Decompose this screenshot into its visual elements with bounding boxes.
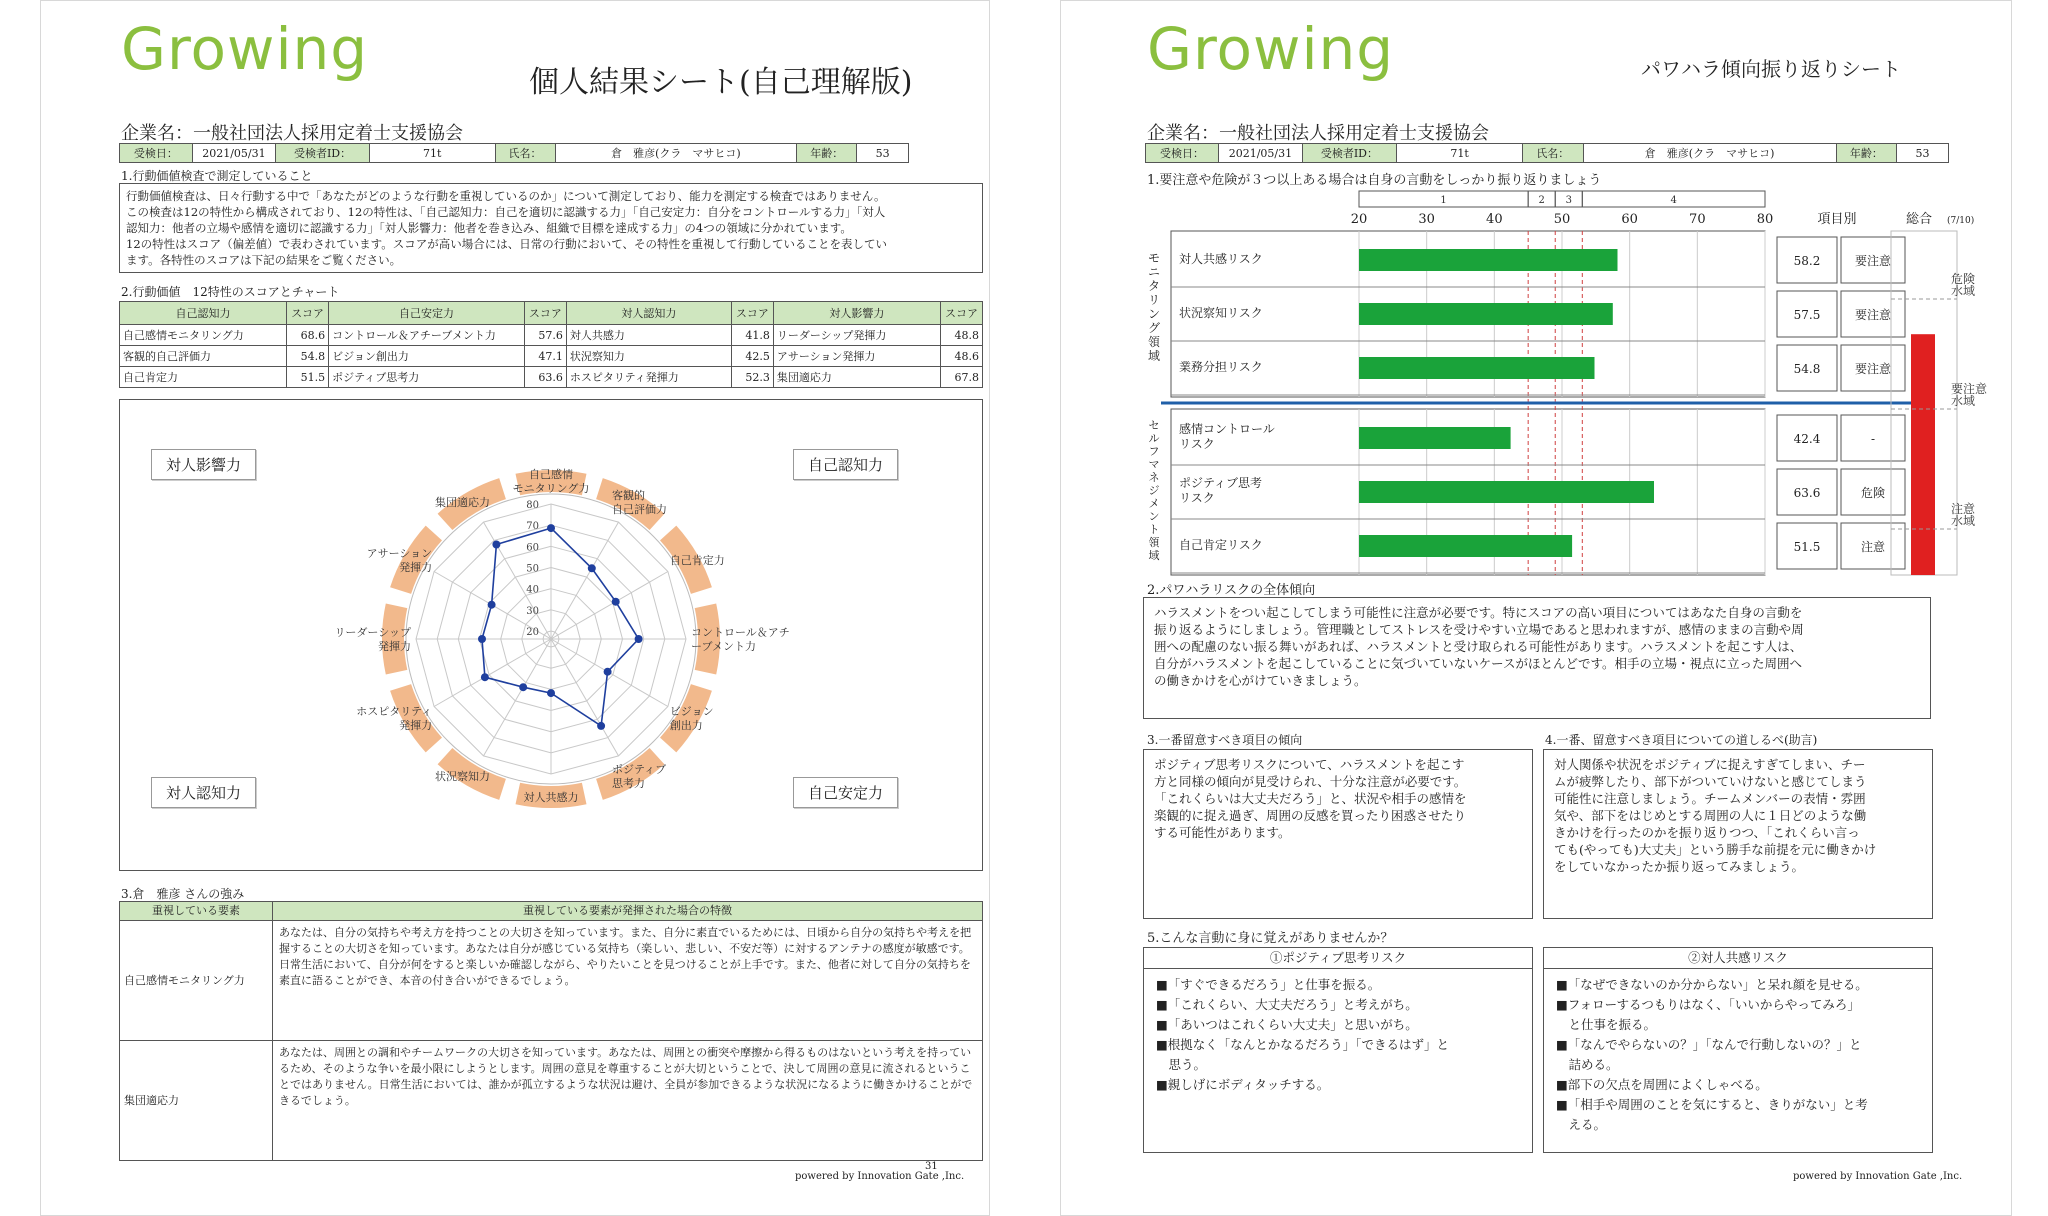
name-label: 氏名： (1523, 144, 1583, 163)
trait-score: 42.5 (731, 346, 773, 367)
trait-name: ホスピタリティ発揮力 (566, 367, 731, 388)
list-item: ■「あいつはこれくらい大丈夫」と思いがち。 (1156, 1017, 1418, 1032)
radar-point (488, 601, 496, 609)
radar-category-label-line: 発揮力 (399, 561, 433, 574)
radar-point (492, 541, 500, 549)
radar-category-label (435, 495, 490, 509)
risk-level-label: 4 (1670, 195, 1677, 206)
trait-name: リーダーシップ発揮力 (773, 325, 940, 346)
radar-category-label-line: 自己肯定力 (669, 554, 725, 567)
strengths-table (119, 901, 983, 1161)
section1-line: 12の特性はスコア（偏差値）で表わされています。スコアが高い場合には、日常の行動において、その特性を重視して行動していることを表してい (126, 237, 887, 251)
risk-bar (1359, 427, 1511, 449)
table-row (120, 921, 983, 1041)
date-label: 受検日： (120, 144, 193, 163)
risk-name-line: 対人共感リスク (1179, 252, 1263, 266)
strength-text: あなたは、自分の気持ちや考え方を持つことの大切さを知っています。また、自分に素直でいるためには、日頃から自分の気持ちや考えを把握することの大切さを知っています。あなたは自分が感じている気持ち（楽しい、悲しい、不安だ等）に対するアンテナの感度が敏感です。日常生活において、自分が何をすると楽しいか確認しながら、やりたいことを見つけることが上手です。また、他者に対して自分の気持ちを素直に語ることができ、本音の付き合いができるでしょう。 (273, 921, 983, 1041)
trait-score: 52.3 (731, 367, 773, 388)
section3-line: 楽観的に捉え過ぎ、周囲の反感を買ったり困惑させたり (1154, 808, 1467, 823)
zone-label-line: 要注意 (1951, 382, 1988, 396)
radar-tick-label: 20 (526, 627, 539, 638)
risk-axis-tick: 30 (1418, 212, 1435, 227)
radar-category-label-line: 創出力 (669, 719, 703, 732)
section1-line: ます。各特性のスコアは下記の結果をご覧ください。 (126, 253, 402, 267)
trait-score: 57.6 (524, 325, 566, 346)
section4-body (1543, 749, 1933, 919)
section2-body (1143, 597, 1931, 719)
section2-line: 囲への配慮のない振る舞いがあれば、ハラスメントと受け取られる可能性があります。ハラスメントを起こす人は、 (1154, 639, 1803, 654)
trait-name: ビジョン創出力 (329, 346, 525, 367)
radar-category-label (670, 553, 725, 567)
risk-name (1179, 359, 1263, 374)
radar-category-band (382, 604, 407, 675)
risk-axis-tick: 20 (1350, 212, 1368, 227)
risk-level-label: 1 (1440, 195, 1447, 206)
quadrant-label-interpersonal-influence: 対人影響力 (151, 449, 256, 480)
date-label: 受検日： (1146, 144, 1219, 163)
list-item: ■「相手や周囲のことを気にすると、きりがない」と考 (1556, 1097, 1868, 1112)
section3-line: 方と同様の傾向が見受けられ、十分な注意が必要です。 (1154, 774, 1467, 789)
trait-score: 67.8 (940, 367, 982, 388)
radar-category-label-line: ーブメント力 (691, 640, 757, 653)
zone-label-line: 水域 (1951, 514, 1976, 528)
radar-tick-label: 30 (526, 605, 539, 617)
examinee-id: 71t (1397, 144, 1523, 163)
risk-level: - (1870, 432, 1876, 446)
radar-category-label-line: 客観的 (612, 489, 645, 503)
section5-left-title: ①ポジティブ思考リスク (1144, 948, 1532, 969)
section1-body (119, 183, 983, 273)
radar-point (604, 668, 612, 676)
radar-category-label-line: リーダーシップ (334, 626, 411, 639)
risk-name (1179, 537, 1263, 552)
list-item: 思う。 (1156, 1057, 1207, 1072)
trait-score: 47.1 (524, 346, 566, 367)
personal-result-sheet (40, 0, 990, 1216)
trait-score: 68.6 (287, 325, 329, 346)
footer-credit: powered by Innovation Gate ,Inc. (795, 1171, 965, 1182)
scores-table (119, 301, 983, 388)
section1-line: 行動価値検査は、日々行動する中で「あなたがどのような行動を重視しているのか」について測定しており、能力を測定する検査ではありません。 (126, 189, 886, 203)
list-item: ■「すぐできるだろう」と仕事を振る。 (1156, 977, 1381, 992)
exam-date: 2021/05/31 (1219, 144, 1303, 163)
table-row (120, 325, 983, 346)
section4-line: ムが疲弊したり、部下がついていけないと感じてしまう (1554, 774, 1867, 789)
section3-title: 3.一番留意すべき項目の傾向 (1147, 733, 1303, 747)
risk-score: 42.4 (1793, 432, 1821, 446)
radar-point (547, 524, 555, 532)
risk-level: 注意 (1860, 540, 1886, 554)
section2-line: 自分がハラスメントを起こしていることに気づいていないケースがほとんどです。相手の立場・視点に立った周囲へ (1154, 656, 1803, 671)
risk-score: 51.5 (1793, 540, 1821, 554)
list-item: ■根拠なく「なんとかなるだろう」「できるはず」と (1156, 1037, 1450, 1052)
section4-line: をしていなかったか振り返ってみましょう。 (1554, 859, 1805, 874)
risk-score: 58.2 (1793, 254, 1821, 268)
table-row (120, 367, 983, 388)
page-title: 個人結果シート(自己理解版) (529, 65, 913, 100)
risk-level: 要注意 (1854, 254, 1892, 268)
radar-category-label-line: 自己評価力 (612, 503, 667, 517)
risk-axis-tick: 80 (1756, 212, 1774, 227)
list-item: ■「なんでやらないの？」「なんで行動しないの？」と (1556, 1037, 1862, 1052)
risk-bar (1359, 249, 1618, 271)
section4-line: 可能性に注意しましょう。チームメンバーの表情・雰囲 (1554, 791, 1866, 806)
section5-right-box (1543, 947, 1933, 1153)
risk-axis-tick: 60 (1621, 212, 1638, 227)
table-row (120, 1041, 983, 1161)
score-header: 対人影響力 (773, 302, 940, 325)
section4-line: 気や、部下をはじめとする周囲の人に１日どのような働 (1554, 808, 1867, 823)
zone-label (1951, 502, 1975, 528)
radar-category-label (670, 705, 714, 732)
risk-score: 63.6 (1793, 486, 1821, 500)
radar-tick-label: 70 (526, 521, 539, 533)
total-column-header: 総合 (1905, 212, 1933, 227)
risk-name-line: リスク (1179, 437, 1215, 451)
risk-axis-tick: 50 (1553, 212, 1571, 227)
list-item: ■部下の欠点を周囲によくしゃべる。 (1556, 1077, 1768, 1092)
radar-point (635, 635, 643, 643)
company-name: 企業名：一般社団法人採用定着士支援協会 (1147, 123, 1489, 144)
radar-category-label-line: ポジティブ (612, 762, 667, 776)
risk-level: 要注意 (1854, 308, 1892, 322)
zone-label (1951, 382, 1987, 408)
zone-label-line: 危険 (1951, 272, 1976, 286)
zone-label (1951, 272, 1975, 298)
growing-logo: Growing (121, 15, 369, 83)
scores-header-row (120, 302, 983, 325)
trait-score: 63.6 (524, 367, 566, 388)
trait-name: 自己肯定力 (120, 367, 287, 388)
group-label-monitoring: モニタリング領域 (1147, 251, 1160, 363)
trait-name: 客観的自己評価力 (120, 346, 287, 367)
radar-category-label-line: 発揮力 (378, 640, 411, 653)
risk-name-line: 感情コントロール (1179, 422, 1275, 436)
risk-bar (1359, 535, 1572, 557)
risk-name-line: 自己肯定リスク (1179, 538, 1263, 552)
radar-tick-label: 80 (526, 500, 539, 511)
radar-tick-label: 40 (526, 584, 539, 596)
radar-category-label (524, 790, 579, 804)
footer-credit: powered by Innovation Gate ,Inc. (1793, 1171, 1963, 1182)
radar-point (481, 673, 489, 681)
risk-name (1179, 251, 1263, 266)
list-item: ■フォローするつもりはなく、「いいからやってみろ」 (1556, 997, 1860, 1012)
radar-category-label-line: モニタリング力 (512, 482, 590, 495)
radar-category-label (356, 705, 432, 732)
trait-score: 54.8 (287, 346, 329, 367)
section1-line: この検査は12の特性から構成されており、12の特性は、「自己認知力：自己を適切に認識する力」「自己安定力：自分をコントロールする力」「対人 (126, 205, 886, 219)
radar-point (547, 689, 555, 697)
section3-body (1143, 749, 1533, 919)
risk-level: 危険 (1860, 486, 1886, 500)
page-number: 31 (925, 1161, 938, 1172)
section3-title: 3.倉 雅彦 さんの強み (121, 887, 245, 901)
trait-name: 対人共感力 (566, 325, 731, 346)
section4-title: 4.一番、留意すべき項目についての道しるべ(助言) (1545, 733, 1818, 747)
examinee-info (1145, 143, 1949, 163)
trait-score: 41.8 (731, 325, 773, 346)
company-name: 企業名：一般社団法人採用定着士支援協会 (121, 123, 463, 144)
exam-date: 2021/05/31 (192, 144, 275, 163)
radar-category-label-line: ビジョン (669, 705, 714, 718)
score-header: スコア (940, 302, 982, 325)
total-gauge-fill (1911, 334, 1935, 575)
risk-name-line: ポジティブ思考 (1179, 476, 1263, 490)
risk-name-line: 状況察知リスク (1179, 306, 1263, 320)
risk-name (1179, 305, 1263, 320)
list-item: 詰める。 (1556, 1057, 1619, 1072)
section1-line: 認知力：他者の立場や感情を適切に認識する力」「対人影響力：他者を巻き込み、組織で目標を達成する力」の4つの領域に分かれています。 (126, 221, 852, 235)
risk-score: 54.8 (1793, 362, 1821, 376)
section3-line: する可能性があります。 (1154, 825, 1291, 840)
section2-title: 2.行動価値 12特性のスコアとチャート (121, 285, 340, 299)
radar-tick-label: 60 (526, 542, 539, 554)
strength-text: あなたは、周囲との調和やチームワークの大切さを知っています。あなたは、周囲との衝突や摩擦から得るものはないという考えを持っているため、そのような争いを最小限にしようとします。周囲の意見を尊重することが大切ということで、決して周囲の意見に流されるということではありません。日常生活においては、誰かが孤立するような状況は避け、全員が参加できるような状況になるように働きかけることができるでしょう。 (273, 1041, 983, 1161)
radar-category-label (691, 626, 790, 653)
radar-category-label (435, 769, 490, 783)
section2-line: 振り返るようにしましょう。管理職としてストレスを受けやすい立場であると思われますが、感情のままの言動や周 (1154, 622, 1804, 637)
trait-name: コントロール＆アチーブメント力 (329, 325, 525, 346)
score-header: スコア (524, 302, 566, 325)
item-column-header: 項目別 (1817, 212, 1857, 227)
section4-line: きかけを行ったのかを振り返りつつ、「これくらい言っ (1554, 825, 1860, 840)
section3-line: 「これくらいは大丈夫だろう」と、状況や相手の感情を (1154, 791, 1467, 806)
name-label: 氏名： (495, 144, 555, 163)
examinee-info (119, 143, 909, 163)
quadrant-label-self-awareness: 自己認知力 (793, 449, 898, 480)
section5-title: 5.こんな言動に身に覚えがありませんか？ (1147, 931, 1394, 946)
strength-name: 集団適応力 (120, 1041, 273, 1161)
examinee-id: 71t (369, 144, 495, 163)
risk-score: 57.5 (1793, 308, 1821, 322)
score-header: 自己安定力 (329, 302, 525, 325)
radar-category-label-line: 状況察知力 (435, 769, 490, 783)
risk-bar (1359, 303, 1613, 325)
list-item: ■「これくらい、大丈夫だろう」と考えがち。 (1156, 997, 1418, 1012)
risk-axis-tick: 40 (1486, 212, 1503, 227)
section2-line: ハラスメントをつい起こしてしまう可能性に注意が必要です。特にスコアの高い項目についてはあなた自身の言動を (1154, 605, 1803, 620)
radar-category-label (612, 763, 666, 790)
id-label: 受検者ID： (276, 144, 370, 163)
radar-category-label (334, 626, 411, 653)
trait-score: 51.5 (287, 367, 329, 388)
radar-category-label-line: コントロール＆アチ (691, 626, 790, 639)
strength-header: 重視している要素が発揮された場合の特徴 (273, 902, 983, 921)
radar-category-label-line: 対人共感力 (523, 791, 579, 804)
page-title: パワハラ傾向振り返りシート (1641, 57, 1901, 81)
radar-tick-label: 50 (526, 563, 539, 575)
zone-label-line: 注意 (1951, 502, 1976, 516)
risk-bar (1359, 357, 1595, 379)
list-item: ■親しげにボディタッチする。 (1156, 1077, 1330, 1092)
risk-name-line: リスク (1179, 491, 1215, 505)
age-label: 年齢： (1836, 144, 1896, 163)
list-item: ■「なぜできないのか分からない」と呆れ顔を見せる。 (1556, 977, 1868, 992)
section5-right-title: ②対人共感リスク (1544, 948, 1932, 969)
radar-category-band (695, 604, 720, 675)
list-item: と仕事を振る。 (1556, 1017, 1657, 1032)
examinee-name: 倉 雅彦(クラ マサヒコ) (555, 144, 797, 163)
section5-left-box (1143, 947, 1533, 1153)
risk-axis-tick: 70 (1689, 212, 1706, 227)
section3-line: ポジティブ思考リスクについて、ハラスメントを起こす (1154, 757, 1465, 772)
radar-point (597, 722, 605, 730)
score-header: スコア (287, 302, 329, 325)
risk-name-line: 業務分担リスク (1179, 360, 1263, 374)
radar-category-label (367, 547, 433, 574)
quadrant-label-interpersonal-awareness: 対人認知力 (151, 777, 256, 808)
examinee-age: 53 (857, 144, 909, 163)
section2-line: の働きかけを心がけていきましょう。 (1154, 673, 1367, 688)
risk-level-label: 2 (1538, 195, 1545, 206)
radar-category-label-line: アサーション (366, 547, 433, 560)
risk-level: 要注意 (1854, 362, 1892, 376)
radar-category-label-line: 発揮力 (399, 719, 433, 732)
score-header: 対人認知力 (566, 302, 731, 325)
id-label: 受検者ID： (1302, 144, 1396, 163)
risk-name (1179, 475, 1262, 505)
risk-bar-chart (1141, 187, 1988, 577)
section2-title: 2.パワハラリスクの全体傾向 (1147, 583, 1316, 598)
zone-label-line: 水域 (1951, 394, 1976, 408)
section5-right-list (1544, 969, 1932, 1141)
strengths-header-row (120, 902, 983, 921)
section5-left-list (1144, 969, 1532, 1101)
examinee-name: 倉 雅彦(クラ マサヒコ) (1583, 144, 1836, 163)
radar-point (612, 598, 620, 606)
radar-category-label-line: 思考力 (612, 776, 645, 790)
score-header: 自己認知力 (120, 302, 287, 325)
trait-name: 集団適応力 (773, 367, 940, 388)
trait-score: 48.8 (940, 325, 982, 346)
risk-level-label: 3 (1565, 195, 1572, 206)
radar-category-label-line: 自己感情 (529, 468, 573, 481)
zone-label-line: 水域 (1951, 284, 1976, 298)
radar-category-label (612, 488, 667, 516)
strength-name: 自己感情モニタリング力 (120, 921, 273, 1041)
section4-line: 対人関係や状況をポジティブに捉えすぎてしまい、チー (1554, 757, 1866, 772)
trait-name: アサーション発揮力 (773, 346, 940, 367)
trait-name: 状況察知力 (566, 346, 731, 367)
risk-bar (1359, 481, 1654, 503)
table-row (120, 346, 983, 367)
growing-logo: Growing (1147, 15, 1395, 83)
trait-name: ポジティブ思考力 (329, 367, 525, 388)
trait-score: 48.6 (940, 346, 982, 367)
risk-name (1179, 421, 1275, 451)
score-header: スコア (731, 302, 773, 325)
section1-title: 1.要注意や危険が３つ以上ある場合は自身の言動をしっかり振り返りましょう (1147, 173, 1602, 188)
radar-category-label-line: ホスピタリティ (356, 705, 433, 718)
section1-title: 1.行動価値検査で測定していること (121, 169, 313, 183)
section4-line: ても(やっても)大丈夫」という勝手な前提を元に働きかけ (1554, 842, 1877, 857)
list-item: える。 (1556, 1117, 1607, 1132)
radar-point (519, 683, 527, 691)
age-label: 年齢： (797, 144, 857, 163)
radar-category-label-line: 集団適応力 (435, 496, 490, 510)
total-column-subheader: (7/10) (1947, 216, 1975, 226)
power-harassment-review-sheet (1060, 0, 2012, 1216)
trait-name: 自己感情モニタリング力 (120, 325, 287, 346)
quadrant-label-self-stability: 自己安定力 (793, 777, 898, 808)
examinee-age: 53 (1897, 144, 1949, 163)
radar-point (588, 564, 596, 572)
strength-header: 重視している要素 (120, 902, 273, 921)
radar-point (478, 635, 486, 643)
group-label-self-management: セルフマネジメント領域 (1148, 419, 1160, 562)
